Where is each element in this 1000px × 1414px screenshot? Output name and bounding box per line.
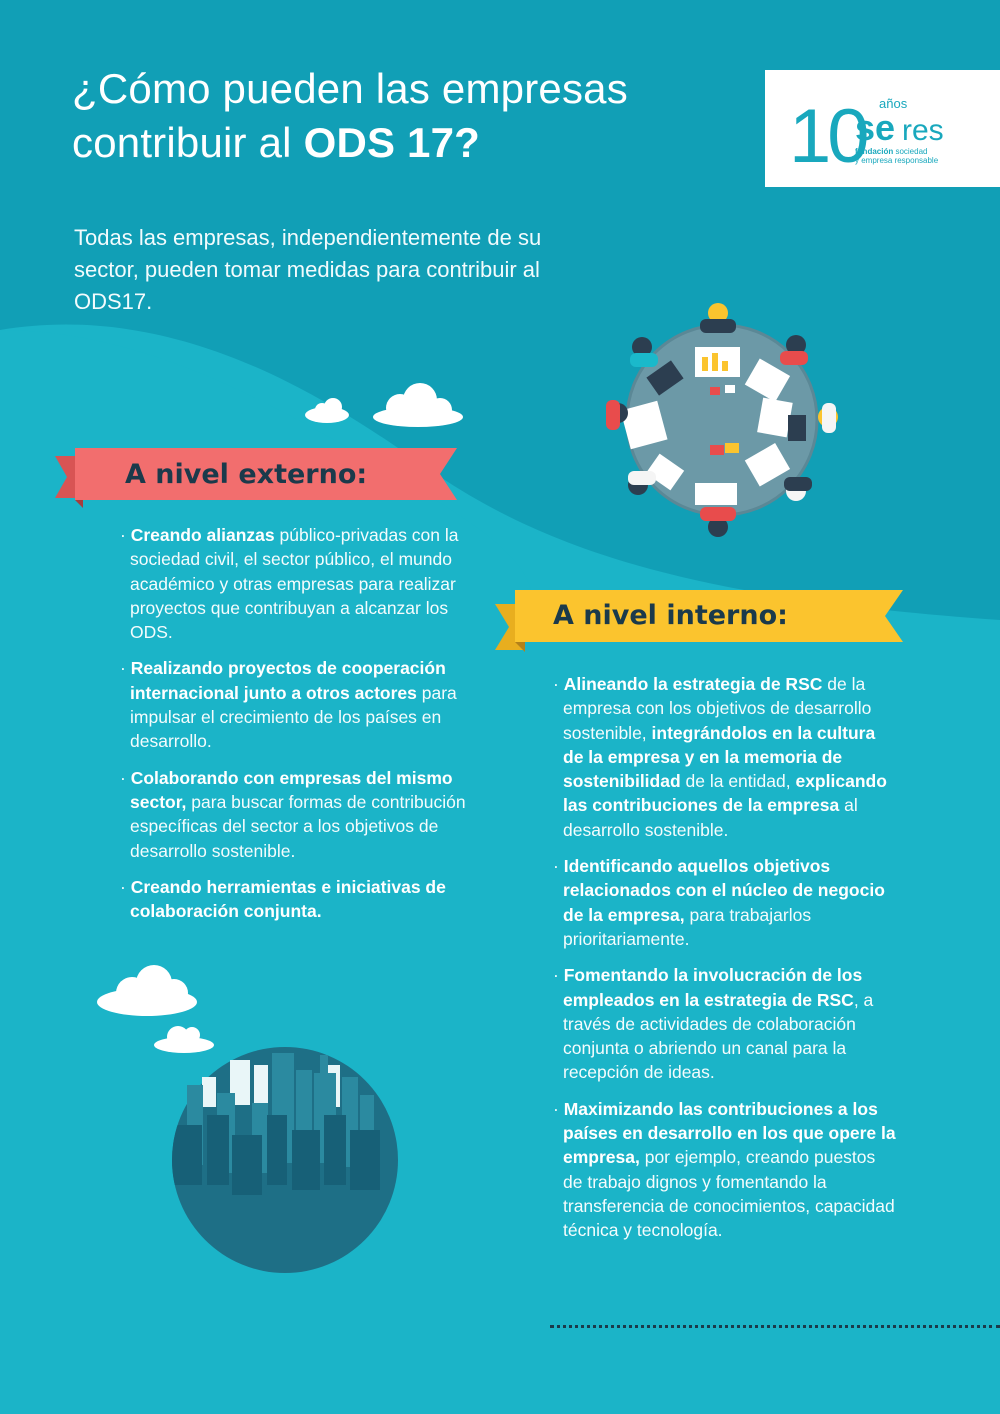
list-item: · Alineando la estrategia de RSC de la empresa con los objetivos de desarrollo sostenible, integrándolos en la cultura de la empresa y en la memoria de sostenibilidad de la entidad, explicando las contribuciones de la empresa al desarrollo sostenible. <box>553 674 887 840</box>
logo-brand-res: res <box>902 114 944 147</box>
logo-digits: 10 <box>789 94 866 179</box>
svg-text:fundación sociedad <box>855 147 927 156</box>
logo-years: años <box>879 96 908 111</box>
logo-tagline-rest: sociedad <box>893 147 928 156</box>
page-title <box>72 62 732 170</box>
list-item: · Maximizando las contribuciones a los países en desarrollo en los que opere la empresa, por ejemplo, creando puestos de trabajo dignos y fomentando la transferencia de conocimientos, capacidad técnica y tecnología. <box>553 1098 896 1241</box>
list-item: · Colaborando con empresas del mismo sector, para buscar formas de contribución específicas del sector a los objetivos de desarrollo sostenible. <box>120 767 466 861</box>
list-item: · Fomentando la involucración de los empleados en la estrategia de RSC, a través de actividades de colaboración conjunta o abriendo un canal para la recepción de ideas. <box>553 965 874 1083</box>
logo-brand-se: se <box>855 107 896 148</box>
clouds-top <box>300 380 470 430</box>
logo-tagline-line2: y empresa responsable <box>855 156 939 165</box>
seres-logo <box>765 70 1000 187</box>
list-interno <box>553 672 898 1255</box>
heading-interno: A nivel interno: <box>553 600 788 631</box>
list-item: · Creando herramientas e iniciativas de colaboración conjunta. <box>120 876 446 922</box>
logo-tagline-bold: fundación <box>855 147 894 156</box>
list-item: · Realizando proyectos de cooperación internacional junto a otros actores para impulsar el crecimiento de los países en desarrollo. <box>120 658 457 752</box>
list-externo <box>120 523 472 935</box>
title-line-2: contribuir al <box>72 119 304 166</box>
heading-externo: A nivel externo: <box>125 459 368 490</box>
city-globe-illustration <box>92 965 407 1285</box>
intro-text: Todas las empresas, independientemente de su sector, pueden tomar medidas para contribuir al ODS17. <box>74 225 542 314</box>
title-highlight: ODS 17? <box>303 119 481 166</box>
meeting-table-illustration <box>600 295 845 545</box>
list-item: · Creando alianzas público-privadas con la sociedad civil, el sector público, el mundo académico y otras empresas para realizar proyectos que contribuyan a alcanzar los ODS. <box>120 525 459 643</box>
list-item: · Identificando aquellos objetivos relacionados con el núcleo de negocio de la empresa, para trabajarlos prioritariamente. <box>553 856 885 949</box>
title-line-1: ¿Cómo pueden las empresas <box>72 65 628 112</box>
divider-dots <box>550 1325 1000 1332</box>
